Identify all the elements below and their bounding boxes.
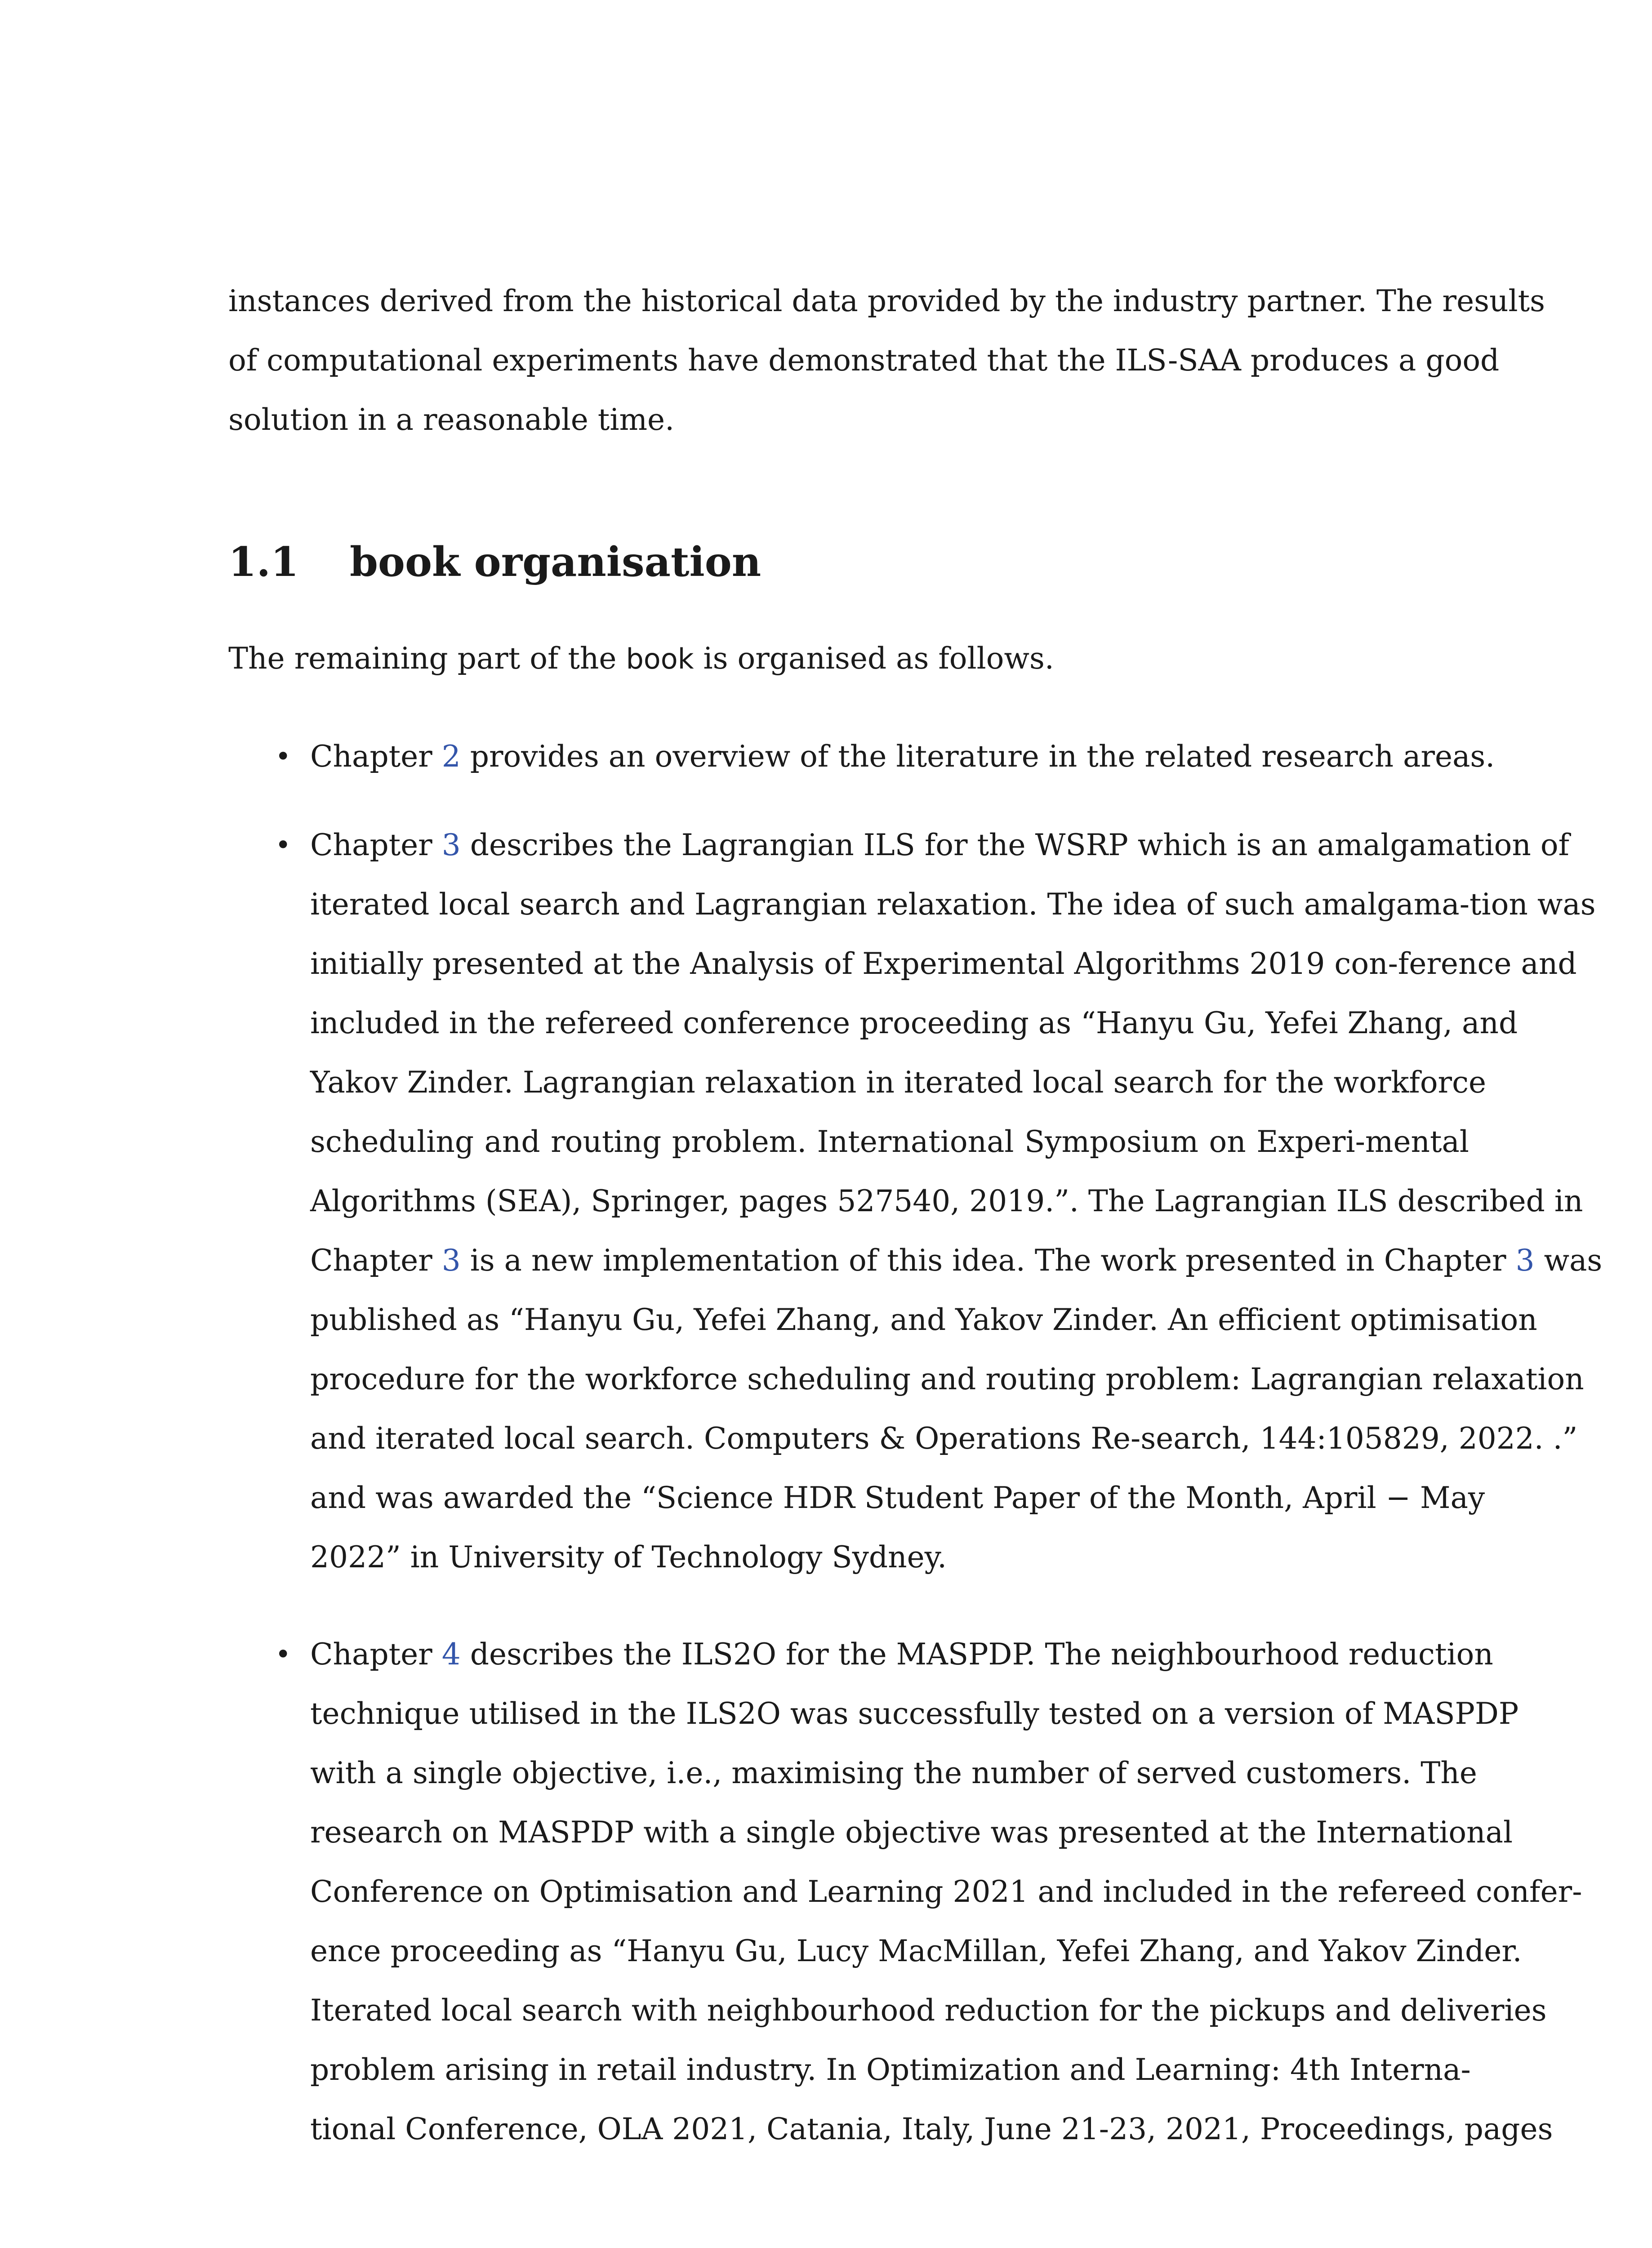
chapter-link[interactable]: 3 — [1515, 1243, 1535, 1278]
paragraph-line: instances derived from the historical data provided by the industry partner. The results — [228, 284, 1545, 318]
item-line: iterated local search and Lagrangian relaxation. The idea of such amalgama-tion was — [310, 887, 1596, 922]
intro-book-word: book — [626, 642, 694, 675]
item-line: tional Conference, OLA 2021, Catania, Italy, June 21-23, 2021, Proceedings, pages — [310, 2112, 1553, 2146]
item-line: Yakov Zinder. Lagrangian relaxation in iterated local search for the workforce — [310, 1065, 1487, 1100]
paragraph-line: of computational experiments have demonstrated that the ILS-SAA produces a good — [228, 343, 1500, 378]
intro-text: The remaining part of the — [228, 641, 626, 676]
item-line: ence proceeding as “Hanyu Gu, Lucy MacMillan, Yefei Zhang, and Yakov Zinder. — [310, 1934, 1522, 1968]
section-number: 1.1 — [228, 538, 299, 586]
item-line: and iterated local search. Computers & Operations Re-search, 144:105829, 2022. .” — [310, 1421, 1578, 1456]
item-line: and was awarded the “Science HDR Student Paper of the Month, April − May — [310, 1481, 1485, 1515]
section-heading — [228, 533, 761, 591]
chapter-link[interactable]: 4 — [441, 1637, 461, 1672]
item-line: procedure for the workforce scheduling and routing problem: Lagrangian relaxation — [310, 1362, 1584, 1396]
bullet-marker: • — [275, 741, 291, 772]
item-line: Conference on Optimisation and Learning 2021 and included in the refereed confer- — [310, 1874, 1582, 1909]
item-line: published as “Hanyu Gu, Yefei Zhang, and Yakov Zinder. An efficient optimisation — [310, 1302, 1537, 1337]
intro-text: is organised as follows. — [694, 641, 1054, 676]
chapter-link[interactable]: 3 — [441, 1243, 461, 1278]
chapter-link[interactable]: 3 — [441, 828, 461, 862]
section-title: book organisation — [350, 538, 761, 586]
bullet-marker: • — [275, 830, 291, 861]
intro-sentence — [228, 629, 1054, 688]
item-line: 2022” in University of Technology Sydney. — [310, 1540, 947, 1574]
item-line: Iterated local search with neighbourhood reduction for the pickups and deliveries — [310, 1993, 1547, 2028]
item-line: research on MASPDP with a single objective was presented at the International — [310, 1815, 1513, 1850]
item-line: Chapter 2 provides an overview of the literature in the related research areas. — [310, 739, 1495, 774]
item-line: technique utilised in the ILS2O was successfully tested on a version of MASPDP — [310, 1696, 1519, 1731]
item-line: Chapter 3 is a new implementation of this idea. The work presented in Chapter 3 was — [310, 1243, 1603, 1278]
item-line: problem arising in retail industry. In Optimization and Learning: 4th Interna- — [310, 2052, 1471, 2087]
chapter-link[interactable]: 2 — [441, 739, 461, 774]
item-line: initially presented at the Analysis of Experimental Algorithms 2019 con-ference and — [310, 946, 1577, 981]
item-line: Algorithms (SEA), Springer, pages 527540, 2019.”. The Lagrangian ILS described in — [310, 1184, 1583, 1218]
item-line: included in the refereed conference proceeding as “Hanyu Gu, Yefei Zhang, and — [310, 1006, 1518, 1040]
bullet-marker: • — [275, 1639, 291, 1670]
item-line: with a single objective, i.e., maximising the number of served customers. The — [310, 1756, 1477, 1790]
item-line: Chapter 4 describes the ILS2O for the MASPDP. The neighbourhood reduction — [310, 1637, 1493, 1672]
item-line: Chapter 3 describes the Lagrangian ILS for the WSRP which is an amalgamation of — [310, 828, 1570, 862]
paragraph-line: solution in a reasonable time. — [228, 402, 675, 437]
item-line: scheduling and routing problem. International Symposium on Experi-mental — [310, 1124, 1469, 1159]
